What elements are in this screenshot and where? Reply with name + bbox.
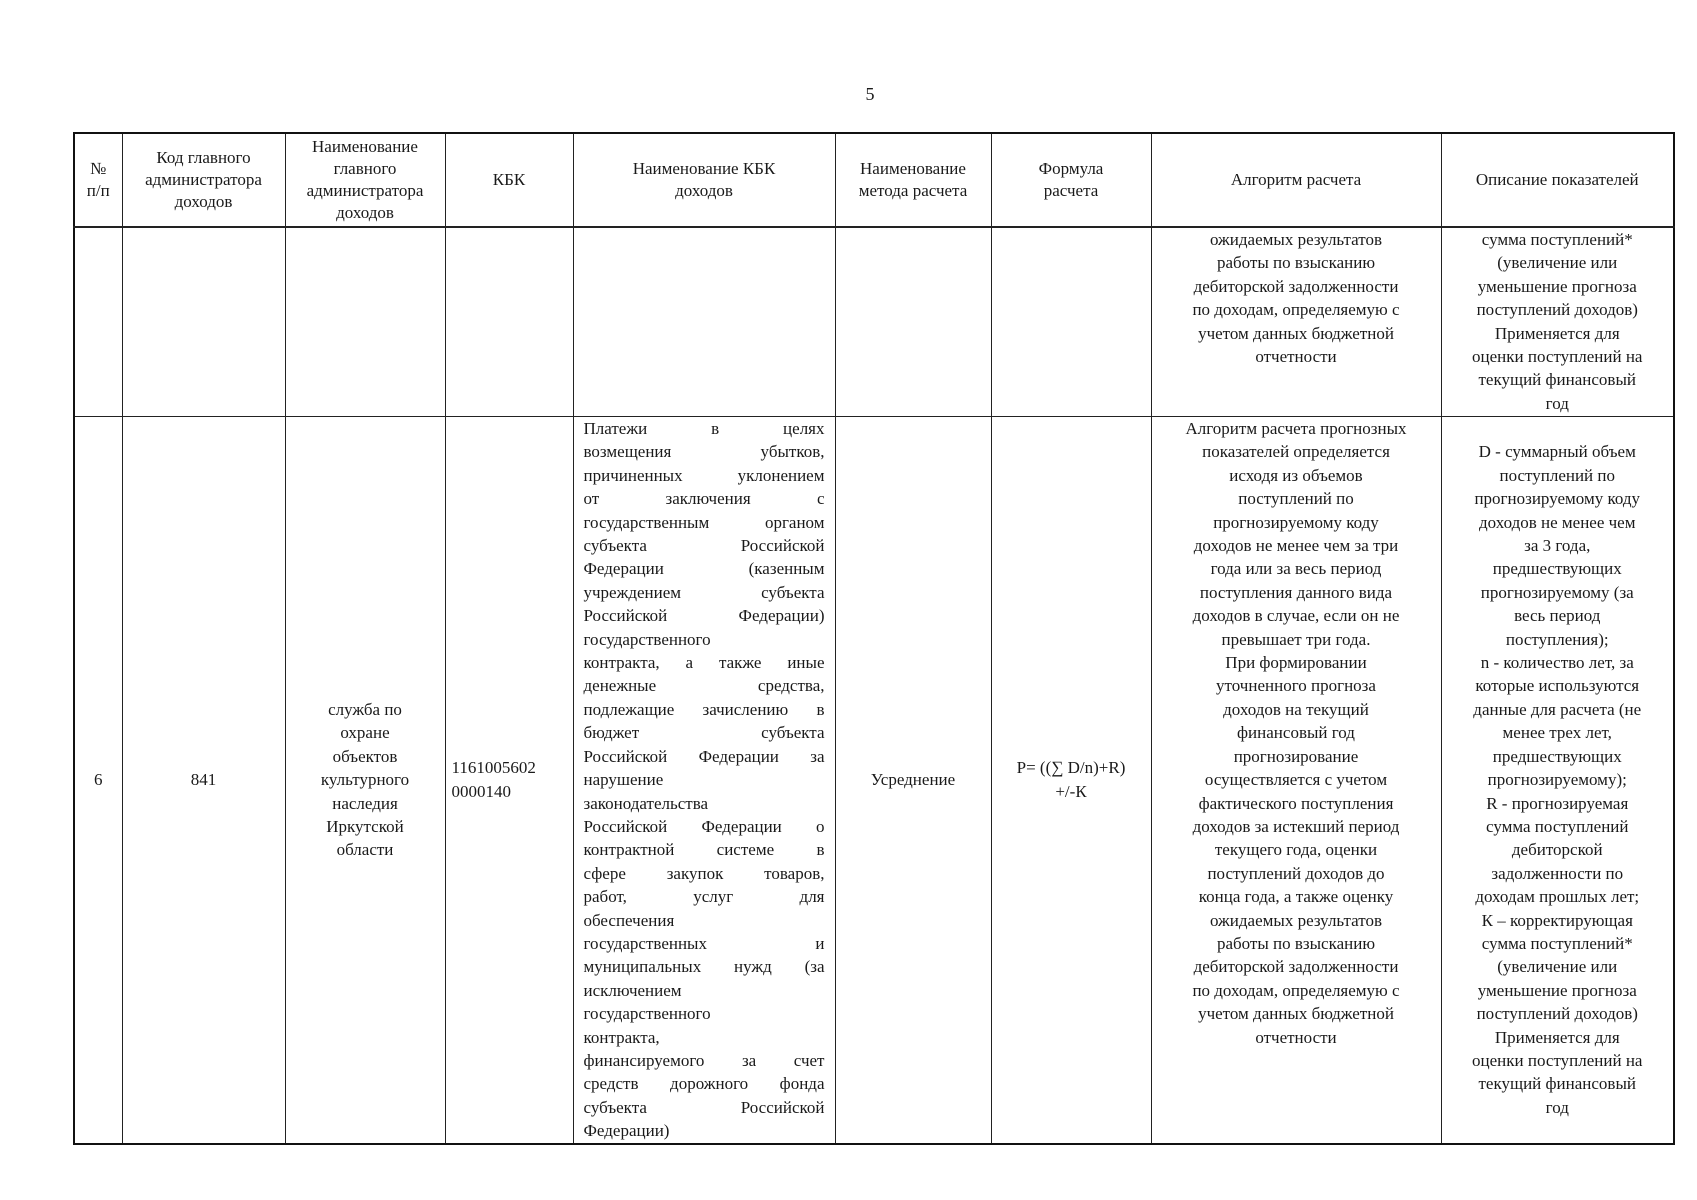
table-row-continuation bbox=[74, 227, 1674, 417]
text-line: P= ((∑ D/n)+R) bbox=[1016, 758, 1126, 778]
text-line: поступлений по bbox=[1499, 465, 1616, 485]
text-line: охране bbox=[340, 723, 390, 743]
text-line: Формула bbox=[1038, 159, 1104, 178]
text-line: Федерации (казенным bbox=[583, 559, 825, 579]
cell-empty bbox=[74, 227, 122, 417]
text-line: п/п bbox=[86, 181, 110, 200]
text-line: поступлений доходов) bbox=[1476, 300, 1638, 320]
text-line: финансируемого за счет bbox=[583, 1050, 825, 1070]
text-line: государственного bbox=[583, 629, 711, 649]
text-line: учетом данных бюджетной bbox=[1198, 1004, 1394, 1024]
header-num bbox=[74, 133, 122, 227]
text-line: дебиторской задолженности bbox=[1193, 276, 1399, 296]
text-line: задолженности по bbox=[1491, 863, 1624, 883]
text-line: менее трех лет, bbox=[1502, 723, 1612, 743]
cell-admin-name bbox=[285, 417, 445, 1144]
text-line: n - количество лет, за bbox=[1480, 653, 1634, 673]
text-line: работы по взысканию bbox=[1216, 933, 1376, 953]
text-line: контракта, bbox=[583, 1027, 660, 1047]
text-line: главного bbox=[333, 159, 397, 178]
text-line: 1161005602 bbox=[451, 758, 536, 778]
text-line: сумма поступлений bbox=[1486, 816, 1629, 836]
text-line: дебиторской задолженности bbox=[1193, 957, 1399, 977]
text-line: государственным органом bbox=[583, 512, 825, 532]
text-line: наследия bbox=[332, 793, 398, 813]
cell-num: 6 bbox=[74, 417, 122, 1144]
text-line: превышает три года. bbox=[1221, 629, 1371, 649]
text-line: прогнозирование bbox=[1233, 746, 1359, 766]
cell-algorithm bbox=[1151, 417, 1441, 1144]
text-line: прогнозируемому); bbox=[1487, 770, 1627, 790]
text-line: отчетности bbox=[1255, 1027, 1337, 1047]
text-line: причиненных уклонением bbox=[583, 465, 825, 485]
text-line: контракта, а также иные bbox=[583, 653, 825, 673]
cell-kbk-name bbox=[573, 417, 835, 1144]
cell-formula bbox=[991, 417, 1151, 1144]
text-line: осуществляется с учетом bbox=[1204, 770, 1388, 790]
cell-empty bbox=[835, 227, 991, 417]
text-line: прогнозируемому (за bbox=[1480, 582, 1634, 602]
text-line: текущий финансовый bbox=[1478, 370, 1636, 390]
cell-empty bbox=[445, 227, 573, 417]
text-line: (увеличение или bbox=[1497, 253, 1618, 273]
text-line: контрактной системе в bbox=[583, 840, 825, 860]
header-kbk bbox=[445, 133, 573, 227]
text-line: доходов не менее чем за три bbox=[1193, 536, 1399, 556]
text-line: Наименование КБК bbox=[632, 159, 776, 178]
text-line: подлежащие зачислению в bbox=[583, 699, 825, 719]
text-line: исключением bbox=[583, 980, 682, 1000]
text-line: расчета bbox=[1043, 181, 1099, 200]
text-line: бюджет субъекта bbox=[583, 723, 825, 743]
text-line: за 3 года, bbox=[1524, 536, 1591, 556]
text-line: данные для расчета (не bbox=[1473, 699, 1642, 719]
text-line: субъекта Российской bbox=[583, 1097, 825, 1117]
text-line: Код главного bbox=[156, 148, 251, 167]
text-line: весь период bbox=[1514, 606, 1601, 626]
text-line: +/-К bbox=[1055, 781, 1087, 801]
text-line: доходов не менее чем bbox=[1478, 512, 1636, 532]
cell-empty bbox=[991, 227, 1151, 417]
text-line: учетом данных бюджетной bbox=[1198, 323, 1394, 343]
cell-empty bbox=[122, 227, 285, 417]
text-line: от заключения с bbox=[583, 489, 825, 509]
text-line: учреждением субъекта bbox=[583, 582, 825, 602]
text-line: муниципальных нужд (за bbox=[583, 957, 825, 977]
text-line: администратора bbox=[145, 170, 262, 189]
text-line: нарушение bbox=[583, 770, 664, 790]
text-line: год bbox=[1545, 1097, 1569, 1117]
header-formula bbox=[991, 133, 1151, 227]
text-line: Российской Федерации за bbox=[583, 746, 825, 766]
header-description bbox=[1441, 133, 1674, 227]
text-line: год bbox=[1545, 393, 1569, 413]
cell-description-continued bbox=[1441, 227, 1674, 417]
table-row-6 bbox=[74, 417, 1674, 1144]
text-line: отчетности bbox=[1255, 347, 1337, 367]
text-line: уточненного прогноза bbox=[1216, 676, 1376, 696]
text-line: поступления); bbox=[1505, 629, 1609, 649]
text-line: сумма поступлений* bbox=[1481, 230, 1633, 249]
text-line: текущего года, оценки bbox=[1214, 840, 1378, 860]
text-line: № bbox=[90, 159, 107, 178]
header-admin-code bbox=[122, 133, 285, 227]
text-line: по доходам, определяемую с bbox=[1192, 300, 1400, 320]
text-line: возмещения убытков, bbox=[583, 442, 825, 462]
text-line: года или за весь период bbox=[1210, 559, 1382, 579]
cell-empty bbox=[573, 227, 835, 417]
text-line: доходов bbox=[675, 181, 733, 200]
text-line: D - суммарный объем bbox=[1478, 442, 1636, 462]
text-line: предшествующих bbox=[1492, 746, 1622, 766]
text-line: дебиторской bbox=[1511, 840, 1603, 860]
cell-admin-code: 841 bbox=[122, 417, 285, 1144]
text-line: поступлений доходов) bbox=[1476, 1004, 1638, 1024]
header-kbk-name bbox=[573, 133, 835, 227]
table-header-row bbox=[74, 133, 1674, 227]
text-line: государственных и bbox=[583, 933, 825, 953]
text-line: оценки поступлений на bbox=[1472, 347, 1643, 367]
text-line: по доходам, определяемую с bbox=[1192, 980, 1400, 1000]
text-line: фактического поступления bbox=[1198, 793, 1394, 813]
text-line: оценки поступлений на bbox=[1472, 1050, 1643, 1070]
text-line: доходов в случае, если он не bbox=[1192, 606, 1400, 626]
text-line: поступления данного вида bbox=[1199, 582, 1393, 602]
text-line: работ, услуг для bbox=[583, 887, 825, 907]
text-line: доходов за истекший период bbox=[1192, 816, 1400, 836]
text-line: При формировании bbox=[1225, 653, 1367, 673]
text-line: конца года, а также оценку bbox=[1198, 887, 1394, 907]
text-line: поступлений по bbox=[1238, 489, 1354, 509]
cell-empty bbox=[285, 227, 445, 417]
cell-description bbox=[1441, 417, 1674, 1144]
text-line: Описание показателей bbox=[1475, 170, 1639, 189]
text-line: Российской Федерации) bbox=[583, 606, 825, 626]
text-line: уменьшение прогноза bbox=[1477, 980, 1637, 1000]
text-line: Применяется для bbox=[1494, 323, 1620, 343]
text-line: показателей определяется bbox=[1202, 442, 1390, 462]
text-line: объектов bbox=[332, 746, 398, 766]
text-line: предшествующих bbox=[1492, 559, 1622, 579]
text-line: Наименование bbox=[312, 137, 418, 156]
text-line: поступлений доходов до bbox=[1207, 863, 1385, 883]
text-line: 0000140 bbox=[451, 781, 511, 801]
text-line: доходам прошлых лет; bbox=[1475, 887, 1640, 907]
text-line: сумма поступлений* bbox=[1481, 933, 1633, 953]
text-line: Алгоритм расчета bbox=[1230, 170, 1362, 189]
cell-method: Усреднение bbox=[835, 417, 991, 1144]
text-line: Федерации) bbox=[583, 1121, 670, 1141]
text-line: прогнозируемому коду bbox=[1213, 512, 1379, 532]
text-line: обеспечения bbox=[583, 910, 675, 930]
text-line: Алгоритм расчета прогнозных bbox=[1185, 419, 1407, 438]
header-algorithm bbox=[1151, 133, 1441, 227]
text-line: ожидаемых результатов bbox=[1209, 910, 1383, 930]
text-line: Наименование bbox=[860, 159, 966, 178]
text-line: работы по взысканию bbox=[1216, 253, 1376, 273]
text-line: доходов на текущий bbox=[1223, 699, 1369, 719]
text-line: ожидаемых результатов bbox=[1209, 230, 1383, 249]
text-line: области bbox=[336, 840, 394, 860]
header-admin-name bbox=[285, 133, 445, 227]
text-line: КБК bbox=[492, 170, 526, 189]
text-line: (увеличение или bbox=[1497, 957, 1618, 977]
header-method bbox=[835, 133, 991, 227]
text-line: метода расчета bbox=[858, 181, 968, 200]
text-line: культурного bbox=[320, 770, 410, 790]
text-line: уменьшение прогноза bbox=[1477, 276, 1637, 296]
text-line: администратора bbox=[306, 181, 424, 200]
text-line: законодательства bbox=[583, 793, 709, 813]
page-number: 5 bbox=[865, 84, 875, 104]
cell-algorithm-continued bbox=[1151, 227, 1441, 417]
text-line bbox=[1448, 417, 1668, 440]
text-line: доходов bbox=[336, 203, 394, 222]
cell-kbk bbox=[445, 417, 573, 1144]
text-line: исходя из объемов bbox=[1229, 465, 1363, 485]
text-line: Российской Федерации о bbox=[583, 816, 825, 836]
text-line: Платежи в целях bbox=[583, 419, 825, 438]
text-line: сфере закупок товаров, bbox=[583, 863, 825, 883]
text-line: служба по bbox=[328, 699, 402, 719]
text-line: Применяется для bbox=[1494, 1027, 1620, 1047]
text-line: государственного bbox=[583, 1004, 711, 1024]
text-line: доходов bbox=[174, 192, 233, 211]
text-line: финансовый год bbox=[1237, 723, 1355, 743]
text-line: субъекта Российской bbox=[583, 536, 825, 556]
text-line: Иркутской bbox=[326, 816, 404, 836]
text-line: средств дорожного фонда bbox=[583, 1074, 825, 1094]
income-forecast-table bbox=[73, 132, 1675, 1145]
text-line: которые используются bbox=[1475, 676, 1640, 696]
text-line: К – корректирующая bbox=[1481, 910, 1633, 930]
text-line: R - прогнозируемая bbox=[1486, 793, 1629, 813]
text-line: прогнозируемому коду bbox=[1474, 489, 1641, 509]
text-line: текущий финансовый bbox=[1478, 1074, 1636, 1094]
text-line: денежные средства, bbox=[583, 676, 825, 696]
